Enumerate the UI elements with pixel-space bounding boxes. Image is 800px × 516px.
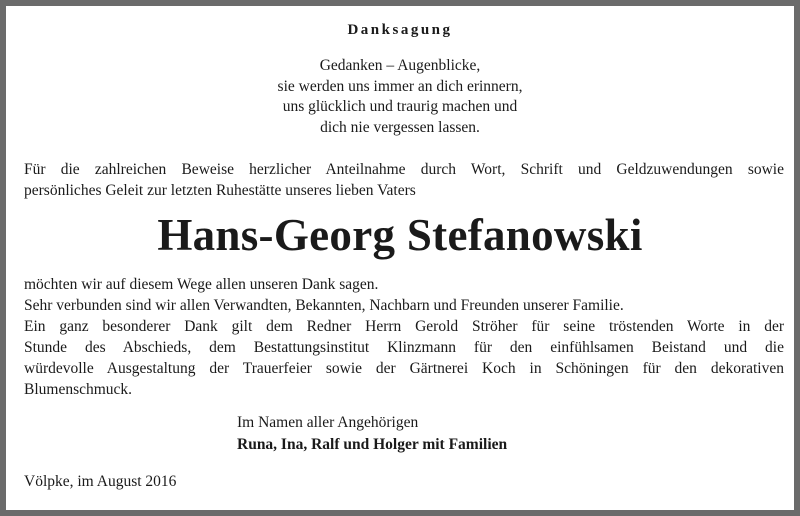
notice-title: Danksagung [347,22,453,38]
body-line: Ein ganz besonderer Dank gilt dem Redner Herrn Gerold Ströher für seine tröstenden Worte in der [24,318,784,335]
body-line: möchten wir auf diesem Wege allen unseren Dank sagen. [24,276,379,293]
thanks-paragraph [24,274,784,400]
poem-line: uns glücklich und traurig machen und [282,98,518,115]
intro-paragraph [24,159,784,201]
poem-line: dich nie vergessen lassen. [320,118,480,136]
signature-line: Im Namen aller Angehörigen [237,414,419,431]
intro-line: persönliches Geleit zur letzten Ruhestätte unseres lieben Vaters [24,182,416,199]
poem-line: Gedanken – Augenblicke, [319,57,481,74]
intro-line: Für die zahlreichen Beweise herzlicher Anteilnahme durch Wort, Schrift und Geldzuwendungen sowie [24,161,784,178]
signature-names: Runa, Ina, Ralf und Holger mit Familien [237,436,508,453]
poem-line: sie werden uns immer an dich erinnern, [277,77,523,95]
place-date: Völpke, im August 2016 [24,473,177,490]
body-line: würdevolle Ausgestaltung der Trauerfeier sowie der Gärtnerei Koch in Schöningen für den dekorativen [24,360,784,377]
obituary-card [6,6,794,510]
body-line: Stunde des Abschieds, dem Bestattungsinstitut Klinzmann für den einfühlsamen Beistand und die [24,339,784,356]
body-line: Sehr verbunden sind wir allen Verwandten, Bekannten, Nachbarn und Freunden unserer Familie. [24,297,624,314]
body-line: Blumenschmuck. [24,381,133,398]
deceased-name: Hans-Georg Stefanowski [157,210,643,260]
signature-block [237,412,507,456]
poem [6,56,794,138]
